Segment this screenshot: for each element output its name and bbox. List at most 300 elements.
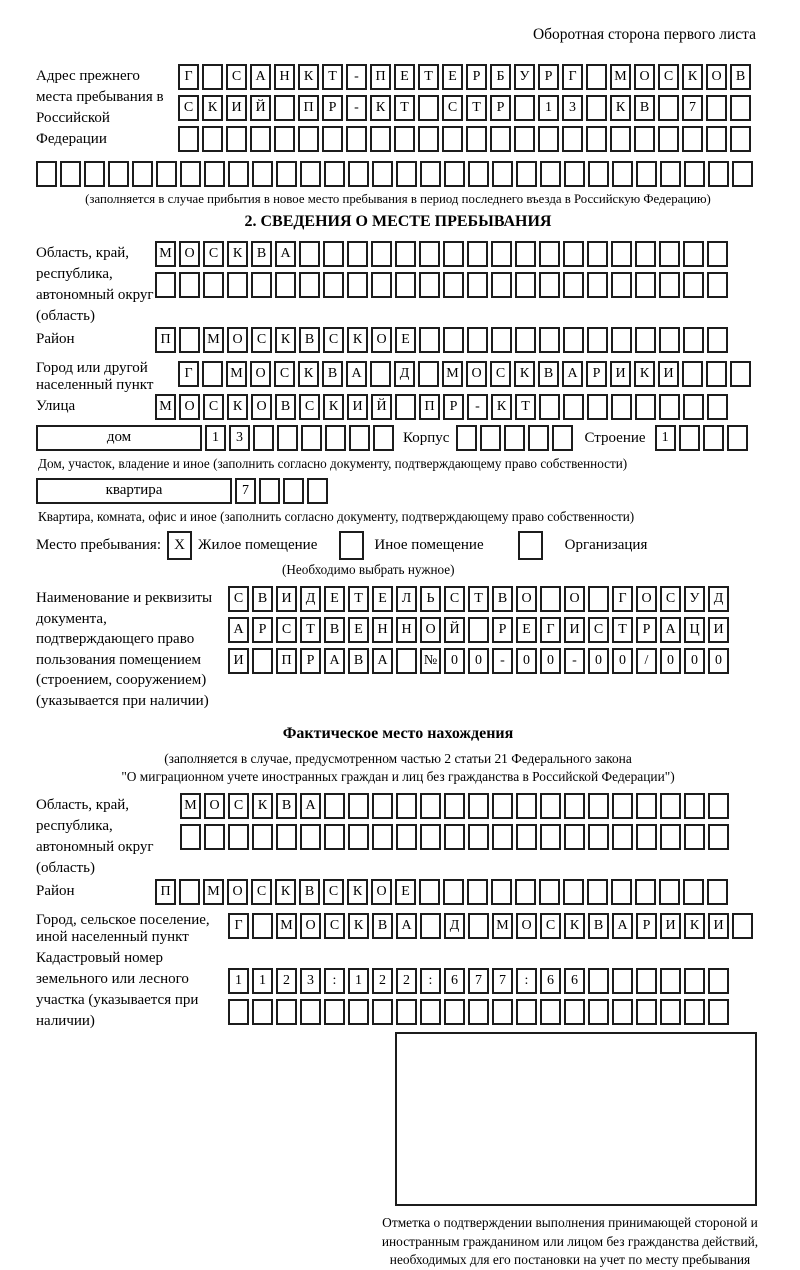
char-box[interactable]: К	[634, 361, 655, 387]
char-box[interactable]: А	[660, 617, 681, 643]
char-box[interactable]	[587, 879, 608, 905]
char-box[interactable]	[419, 879, 440, 905]
char-box[interactable]: К	[491, 394, 512, 420]
char-box[interactable]	[456, 425, 477, 451]
char-box[interactable]	[636, 968, 657, 994]
char-box[interactable]: О	[516, 913, 537, 939]
char-box[interactable]: И	[708, 617, 729, 643]
char-box[interactable]	[348, 999, 369, 1025]
char-box[interactable]	[635, 327, 656, 353]
char-box[interactable]	[180, 824, 201, 850]
char-box[interactable]	[468, 161, 489, 187]
char-box[interactable]: 7	[235, 478, 256, 504]
char-box[interactable]: С	[228, 586, 249, 612]
char-box[interactable]: 0	[708, 648, 729, 674]
char-box[interactable]: С	[490, 361, 511, 387]
char-box[interactable]: С	[251, 879, 272, 905]
char-box[interactable]: П	[155, 879, 176, 905]
char-box[interactable]: К	[682, 64, 703, 90]
char-box[interactable]	[468, 793, 489, 819]
char-box[interactable]	[708, 824, 729, 850]
char-box[interactable]	[540, 586, 561, 612]
char-box[interactable]: Г	[178, 361, 199, 387]
char-box[interactable]: Т	[612, 617, 633, 643]
char-box[interactable]	[552, 425, 573, 451]
char-box[interactable]: П	[419, 394, 440, 420]
char-box[interactable]: Г	[562, 64, 583, 90]
char-box[interactable]	[156, 161, 177, 187]
char-box[interactable]: О	[466, 361, 487, 387]
char-box[interactable]	[708, 161, 729, 187]
char-box[interactable]	[707, 241, 728, 267]
char-box[interactable]	[660, 793, 681, 819]
char-box[interactable]	[301, 425, 322, 451]
char-box[interactable]: -	[467, 394, 488, 420]
char-box[interactable]: К	[252, 793, 273, 819]
char-box[interactable]	[396, 793, 417, 819]
char-box[interactable]	[586, 95, 607, 121]
char-box[interactable]	[562, 126, 583, 152]
char-box[interactable]: Р	[443, 394, 464, 420]
char-box[interactable]	[528, 425, 549, 451]
char-box[interactable]	[420, 999, 441, 1025]
char-box[interactable]: С	[276, 617, 297, 643]
char-box[interactable]: Р	[466, 64, 487, 90]
char-box[interactable]	[491, 241, 512, 267]
char-box[interactable]: У	[514, 64, 535, 90]
char-box[interactable]	[490, 126, 511, 152]
char-box[interactable]: Е	[394, 64, 415, 90]
char-box[interactable]	[155, 272, 176, 298]
char-box[interactable]: П	[298, 95, 319, 121]
char-box[interactable]: Т	[468, 586, 489, 612]
char-box[interactable]: -	[346, 95, 367, 121]
char-box[interactable]	[300, 999, 321, 1025]
char-box[interactable]	[418, 95, 439, 121]
char-box[interactable]: Г	[540, 617, 561, 643]
char-box[interactable]: Й	[444, 617, 465, 643]
char-box[interactable]	[586, 126, 607, 152]
char-box[interactable]: К	[275, 879, 296, 905]
char-box[interactable]: М	[203, 327, 224, 353]
char-box[interactable]: О	[179, 241, 200, 267]
char-box[interactable]: 2	[372, 968, 393, 994]
char-box[interactable]	[611, 879, 632, 905]
char-box[interactable]	[539, 272, 560, 298]
char-box[interactable]	[346, 126, 367, 152]
char-box[interactable]	[504, 425, 525, 451]
char-box[interactable]: 0	[684, 648, 705, 674]
char-box[interactable]	[564, 161, 585, 187]
char-box[interactable]: В	[299, 327, 320, 353]
char-box[interactable]	[563, 327, 584, 353]
char-box[interactable]	[683, 879, 704, 905]
char-box[interactable]	[660, 824, 681, 850]
char-box[interactable]: С	[444, 586, 465, 612]
char-box[interactable]	[587, 272, 608, 298]
char-box[interactable]	[467, 879, 488, 905]
char-box[interactable]	[322, 126, 343, 152]
char-box[interactable]	[682, 126, 703, 152]
char-box[interactable]	[611, 394, 632, 420]
char-box[interactable]: М	[492, 913, 513, 939]
char-box[interactable]	[491, 327, 512, 353]
char-box[interactable]	[539, 241, 560, 267]
char-box[interactable]: С	[658, 64, 679, 90]
char-box[interactable]	[515, 879, 536, 905]
char-box[interactable]	[708, 968, 729, 994]
char-box[interactable]	[132, 161, 153, 187]
char-box[interactable]	[564, 999, 585, 1025]
char-box[interactable]	[418, 361, 439, 387]
char-box[interactable]	[202, 126, 223, 152]
char-box[interactable]	[420, 161, 441, 187]
char-box[interactable]	[707, 394, 728, 420]
char-box[interactable]	[634, 126, 655, 152]
char-box[interactable]: 0	[588, 648, 609, 674]
char-box[interactable]: 0	[468, 648, 489, 674]
char-box[interactable]	[274, 126, 295, 152]
char-box[interactable]	[707, 327, 728, 353]
char-box[interactable]: Т	[418, 64, 439, 90]
char-box[interactable]	[538, 126, 559, 152]
char-box[interactable]: О	[250, 361, 271, 387]
char-box[interactable]	[324, 824, 345, 850]
char-box[interactable]	[515, 327, 536, 353]
char-box[interactable]: А	[372, 648, 393, 674]
char-box[interactable]	[660, 999, 681, 1025]
char-box[interactable]	[703, 425, 724, 451]
char-box[interactable]: У	[684, 586, 705, 612]
char-box[interactable]: К	[564, 913, 585, 939]
char-box[interactable]: Т	[322, 64, 343, 90]
char-box[interactable]: А	[300, 793, 321, 819]
char-box[interactable]: Р	[252, 617, 273, 643]
char-box[interactable]	[492, 161, 513, 187]
char-box[interactable]	[443, 241, 464, 267]
char-box[interactable]: И	[660, 913, 681, 939]
char-box[interactable]	[349, 425, 370, 451]
char-box[interactable]: А	[250, 64, 271, 90]
char-box[interactable]: Е	[516, 617, 537, 643]
char-box[interactable]	[611, 327, 632, 353]
char-box[interactable]	[708, 793, 729, 819]
char-box[interactable]	[371, 272, 392, 298]
char-box[interactable]	[298, 126, 319, 152]
char-box[interactable]: Е	[442, 64, 463, 90]
char-box[interactable]: М	[442, 361, 463, 387]
char-box[interactable]	[659, 879, 680, 905]
char-box[interactable]: Р	[586, 361, 607, 387]
char-box[interactable]: О	[179, 394, 200, 420]
char-box[interactable]: -	[346, 64, 367, 90]
char-box[interactable]	[60, 161, 81, 187]
char-box[interactable]: О	[636, 586, 657, 612]
char-box[interactable]	[276, 161, 297, 187]
char-box[interactable]	[394, 126, 415, 152]
char-box[interactable]	[370, 361, 391, 387]
char-box[interactable]: К	[275, 327, 296, 353]
char-box[interactable]: С	[251, 327, 272, 353]
char-box[interactable]	[442, 126, 463, 152]
char-box[interactable]	[444, 999, 465, 1025]
char-box[interactable]	[84, 161, 105, 187]
char-box[interactable]: К	[323, 394, 344, 420]
char-box[interactable]	[276, 999, 297, 1025]
char-box[interactable]: П	[370, 64, 391, 90]
char-box[interactable]: П	[155, 327, 176, 353]
char-box[interactable]	[636, 161, 657, 187]
char-box[interactable]	[683, 394, 704, 420]
char-box[interactable]: А	[346, 361, 367, 387]
char-box[interactable]: 1	[205, 425, 226, 451]
char-box[interactable]: О	[706, 64, 727, 90]
char-box[interactable]	[418, 126, 439, 152]
char-box[interactable]	[307, 478, 328, 504]
char-box[interactable]: С	[203, 394, 224, 420]
char-box[interactable]	[683, 272, 704, 298]
char-box[interactable]: А	[396, 913, 417, 939]
char-box[interactable]	[563, 879, 584, 905]
char-box[interactable]	[300, 824, 321, 850]
char-box[interactable]	[492, 999, 513, 1025]
char-box[interactable]	[539, 879, 560, 905]
char-box[interactable]: В	[588, 913, 609, 939]
char-box[interactable]	[684, 161, 705, 187]
char-box[interactable]	[540, 824, 561, 850]
char-box[interactable]	[706, 126, 727, 152]
char-box[interactable]	[444, 161, 465, 187]
stay-type-checkbox-inoe[interactable]	[339, 531, 364, 560]
char-box[interactable]: 7	[468, 968, 489, 994]
char-box[interactable]: О	[204, 793, 225, 819]
char-box[interactable]: Р	[492, 617, 513, 643]
char-box[interactable]	[658, 95, 679, 121]
char-box[interactable]	[660, 161, 681, 187]
char-box[interactable]	[396, 824, 417, 850]
char-box[interactable]	[540, 161, 561, 187]
char-box[interactable]	[659, 327, 680, 353]
char-box[interactable]: Н	[396, 617, 417, 643]
char-box[interactable]	[228, 999, 249, 1025]
char-box[interactable]: И	[610, 361, 631, 387]
char-box[interactable]	[468, 913, 489, 939]
char-box[interactable]: О	[371, 879, 392, 905]
char-box[interactable]: М	[226, 361, 247, 387]
char-box[interactable]: Р	[322, 95, 343, 121]
char-box[interactable]: Д	[300, 586, 321, 612]
char-box[interactable]	[372, 161, 393, 187]
char-box[interactable]: Т	[466, 95, 487, 121]
char-box[interactable]	[419, 327, 440, 353]
char-box[interactable]: С	[299, 394, 320, 420]
char-box[interactable]	[299, 272, 320, 298]
char-box[interactable]: М	[155, 241, 176, 267]
char-box[interactable]	[204, 161, 225, 187]
char-box[interactable]: К	[298, 361, 319, 387]
char-box[interactable]: С	[323, 327, 344, 353]
char-box[interactable]	[612, 824, 633, 850]
char-box[interactable]: О	[516, 586, 537, 612]
char-box[interactable]	[396, 161, 417, 187]
char-box[interactable]: И	[708, 913, 729, 939]
char-box[interactable]	[659, 394, 680, 420]
char-box[interactable]: Г	[228, 913, 249, 939]
char-box[interactable]	[730, 95, 751, 121]
char-box[interactable]	[563, 241, 584, 267]
char-box[interactable]: Н	[372, 617, 393, 643]
char-box[interactable]: М	[180, 793, 201, 819]
char-box[interactable]	[372, 824, 393, 850]
char-box[interactable]: 0	[540, 648, 561, 674]
char-box[interactable]: Р	[300, 648, 321, 674]
char-box[interactable]	[347, 241, 368, 267]
char-box[interactable]	[636, 824, 657, 850]
char-box[interactable]	[468, 824, 489, 850]
char-box[interactable]	[466, 126, 487, 152]
char-box[interactable]	[179, 272, 200, 298]
char-box[interactable]	[251, 272, 272, 298]
char-box[interactable]	[516, 793, 537, 819]
char-box[interactable]	[563, 272, 584, 298]
char-box[interactable]	[203, 272, 224, 298]
char-box[interactable]: О	[227, 327, 248, 353]
char-box[interactable]: К	[227, 394, 248, 420]
char-box[interactable]: 0	[444, 648, 465, 674]
char-box[interactable]: М	[155, 394, 176, 420]
char-box[interactable]: А	[612, 913, 633, 939]
char-box[interactable]	[540, 999, 561, 1025]
char-box[interactable]: 0	[660, 648, 681, 674]
char-box[interactable]	[370, 126, 391, 152]
char-box[interactable]	[324, 793, 345, 819]
char-box[interactable]	[588, 824, 609, 850]
char-box[interactable]: Й	[371, 394, 392, 420]
char-box[interactable]	[252, 999, 273, 1025]
char-box[interactable]: К	[348, 913, 369, 939]
char-box[interactable]	[612, 793, 633, 819]
char-box[interactable]	[202, 64, 223, 90]
char-box[interactable]	[480, 425, 501, 451]
char-box[interactable]: 1	[538, 95, 559, 121]
char-box[interactable]: О	[371, 327, 392, 353]
char-box[interactable]: П	[276, 648, 297, 674]
char-box[interactable]: И	[226, 95, 247, 121]
char-box[interactable]	[492, 824, 513, 850]
char-box[interactable]	[202, 361, 223, 387]
char-box[interactable]: Д	[708, 586, 729, 612]
char-box[interactable]: 2	[276, 968, 297, 994]
char-box[interactable]: С	[203, 241, 224, 267]
char-box[interactable]	[587, 327, 608, 353]
char-box[interactable]: Р	[490, 95, 511, 121]
char-box[interactable]	[299, 241, 320, 267]
char-box[interactable]	[180, 161, 201, 187]
char-box[interactable]	[420, 793, 441, 819]
char-box[interactable]	[467, 272, 488, 298]
char-box[interactable]: А	[228, 617, 249, 643]
char-box[interactable]: К	[684, 913, 705, 939]
char-box[interactable]: Ь	[420, 586, 441, 612]
char-box[interactable]	[514, 95, 535, 121]
char-box[interactable]: В	[324, 617, 345, 643]
char-box[interactable]: С	[228, 793, 249, 819]
char-box[interactable]	[564, 824, 585, 850]
char-box[interactable]: Е	[395, 327, 416, 353]
char-box[interactable]: К	[370, 95, 391, 121]
char-box[interactable]	[612, 999, 633, 1025]
char-box[interactable]: В	[538, 361, 559, 387]
char-box[interactable]	[259, 478, 280, 504]
char-box[interactable]: Е	[324, 586, 345, 612]
char-box[interactable]: Р	[636, 617, 657, 643]
char-box[interactable]	[732, 913, 753, 939]
char-box[interactable]	[539, 394, 560, 420]
char-box[interactable]	[443, 272, 464, 298]
char-box[interactable]: К	[227, 241, 248, 267]
char-box[interactable]	[420, 913, 441, 939]
char-box[interactable]: С	[324, 913, 345, 939]
char-box[interactable]	[679, 425, 700, 451]
char-box[interactable]	[610, 126, 631, 152]
char-box[interactable]	[395, 241, 416, 267]
char-box[interactable]	[250, 126, 271, 152]
char-box[interactable]	[348, 793, 369, 819]
char-box[interactable]: 1	[655, 425, 676, 451]
char-box[interactable]: В	[299, 879, 320, 905]
char-box[interactable]	[516, 824, 537, 850]
char-box[interactable]: 3	[229, 425, 250, 451]
char-box[interactable]: Б	[490, 64, 511, 90]
char-box[interactable]: :	[324, 968, 345, 994]
char-box[interactable]: Ц	[684, 617, 705, 643]
char-box[interactable]	[635, 272, 656, 298]
char-box[interactable]	[636, 999, 657, 1025]
char-box[interactable]: Т	[394, 95, 415, 121]
char-box[interactable]	[635, 241, 656, 267]
char-box[interactable]: Т	[300, 617, 321, 643]
char-box[interactable]	[612, 968, 633, 994]
char-box[interactable]	[228, 824, 249, 850]
char-box[interactable]: В	[322, 361, 343, 387]
char-box[interactable]	[419, 272, 440, 298]
char-box[interactable]	[706, 95, 727, 121]
char-box[interactable]: И	[658, 361, 679, 387]
char-box[interactable]	[588, 586, 609, 612]
stay-type-checkbox-org[interactable]	[518, 531, 543, 560]
char-box[interactable]	[252, 161, 273, 187]
char-box[interactable]: С	[588, 617, 609, 643]
char-box[interactable]	[444, 824, 465, 850]
char-box[interactable]	[252, 913, 273, 939]
char-box[interactable]: В	[492, 586, 513, 612]
char-box[interactable]	[252, 648, 273, 674]
char-box[interactable]: В	[372, 913, 393, 939]
char-box[interactable]	[684, 793, 705, 819]
char-box[interactable]: О	[564, 586, 585, 612]
char-box[interactable]: А	[324, 648, 345, 674]
char-box[interactable]	[587, 394, 608, 420]
char-box[interactable]: К	[514, 361, 535, 387]
char-box[interactable]	[443, 879, 464, 905]
char-box[interactable]: С	[540, 913, 561, 939]
char-box[interactable]	[325, 425, 346, 451]
char-box[interactable]: Д	[394, 361, 415, 387]
char-box[interactable]: 0	[612, 648, 633, 674]
char-box[interactable]	[732, 161, 753, 187]
char-box[interactable]	[348, 161, 369, 187]
char-box[interactable]	[730, 126, 751, 152]
